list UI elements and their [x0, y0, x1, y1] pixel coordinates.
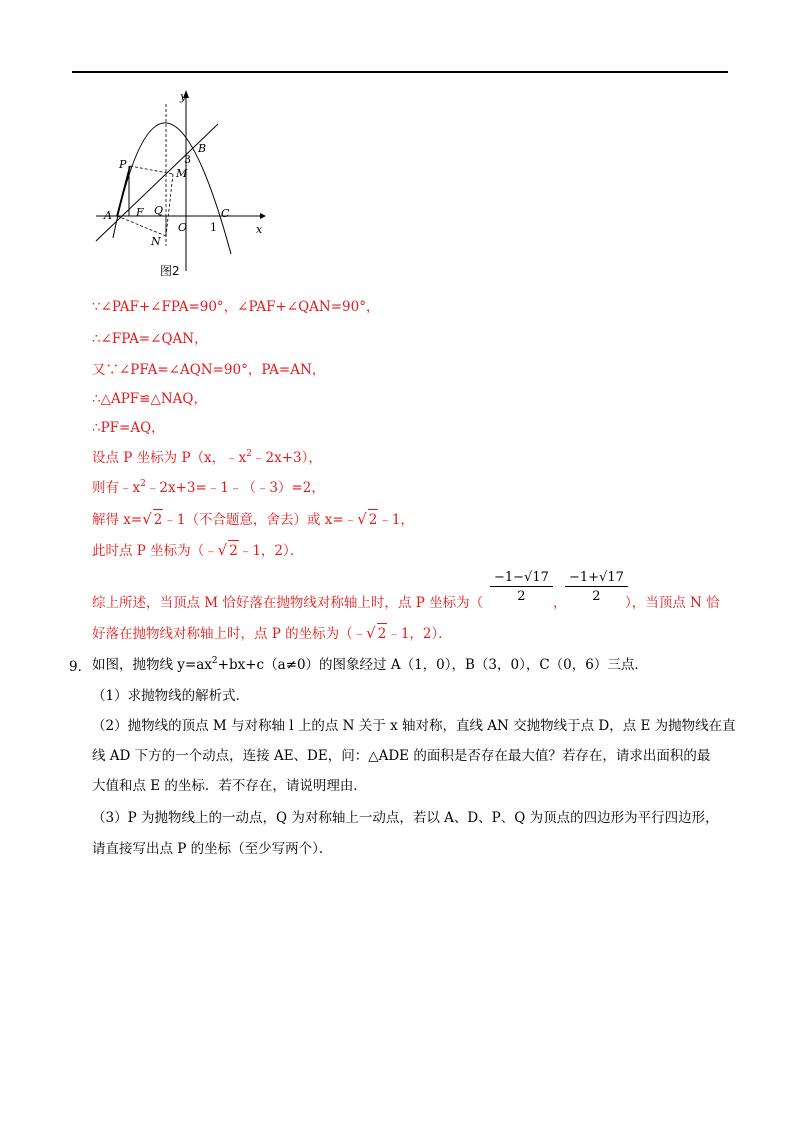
summary-line-2-radicand: 2	[377, 623, 388, 644]
solution-line-6-sup: 2	[246, 449, 253, 459]
segment-pa	[117, 166, 130, 216]
question-stem-a: 如图，抛物线 y=ax	[92, 657, 212, 673]
question-stem-sup: 2	[211, 656, 218, 666]
question-part-1: （1）求抛物线的解析式．	[92, 688, 250, 704]
fraction-1	[490, 570, 553, 604]
label-y: y	[180, 90, 187, 103]
question-stem-b: +bx+c（a≠0）的图象经过 A（1，0），B（3，0），C（0，6）三点．	[217, 657, 648, 673]
segment-pm	[130, 166, 173, 174]
question-part-3-line-1: （3）P 为抛物线上的一动点，Q 为对称轴上一动点，若以 A、D、P、Q 为顶点的四边形为平行四边形，	[92, 810, 719, 826]
label-o: O	[178, 221, 188, 234]
solution-line-9-b: ﹣1，2）．	[238, 543, 304, 559]
label-m: M	[176, 167, 188, 180]
question-part-3-line-2: 请直接写出点 P 的坐标（至少写两个）．	[92, 841, 333, 857]
fraction-2-numerator: −1+√17	[565, 570, 628, 587]
parabola-figure	[88, 86, 273, 281]
sqrt-icon: √	[142, 510, 152, 528]
x-axis-arrow	[260, 213, 266, 219]
label-p: P	[119, 158, 127, 171]
summary-line-2-b: ﹣1，2）．	[387, 626, 452, 642]
summary-line-1b: ），当顶点 N 恰	[625, 595, 720, 611]
label-q: Q	[154, 204, 164, 217]
solution-line-8-radicand-1: 2	[153, 509, 164, 530]
sqrt-icon: √	[217, 541, 228, 559]
solution-line-7	[92, 478, 325, 498]
solution-line-8-radicand-2: 2	[368, 509, 379, 530]
solution-line-6	[92, 448, 322, 468]
header-rule	[72, 71, 728, 73]
solution-line-8	[92, 509, 414, 530]
solution-line-9-radicand: 2	[228, 540, 239, 561]
label-x: x	[256, 223, 263, 236]
parabola-curve	[113, 123, 231, 254]
fraction-1-denominator: 2	[517, 589, 526, 604]
solution-line-7-b: ﹣2x+3=﹣1﹣（﹣3）=2，	[145, 480, 325, 496]
summary-line-2	[92, 623, 452, 644]
question-part-2-line-2: 线 AD 下方的一个动点，连接 AE、DE，问：△ADE 的面积是否存在最大值？若存在，请求出面积的最	[92, 748, 711, 764]
fraction-2-denominator: 2	[592, 589, 601, 604]
solution-line-9	[92, 540, 303, 561]
solution-line-9-a: 此时点 P 坐标为（﹣	[92, 543, 218, 559]
label-a: A	[104, 209, 112, 222]
solution-line-8-a: 解得 x=	[92, 512, 143, 528]
fraction-2	[565, 570, 628, 604]
solution-line-5: ∴PF=AQ，	[92, 420, 165, 436]
label-1: 1	[210, 221, 217, 234]
label-c: C	[221, 207, 230, 220]
fraction-1-numerator: −1−√17	[490, 570, 553, 587]
sqrt-icon: √	[357, 510, 367, 528]
label-f: F	[136, 206, 144, 219]
segment-mn	[166, 174, 173, 236]
question-stem	[92, 655, 648, 675]
summary-comma: ，	[553, 595, 567, 611]
question-number: 9．	[69, 659, 92, 675]
label-b: B	[198, 142, 207, 155]
summary-line-1a: 综上所述，当顶点 M 恰好落在抛物线对称轴上时，点 P 坐标为（	[92, 595, 484, 611]
solution-line-7-a: 则有﹣x	[92, 480, 141, 496]
label-n: N	[151, 235, 161, 248]
solution-line-2: ∴∠FPA=∠QAN，	[92, 331, 208, 347]
solution-line-6-a: 设点 P 坐标为 P（x，﹣x	[92, 450, 247, 466]
solution-line-6-b: ﹣2x+3），	[252, 450, 322, 466]
solution-line-8-c: ﹣1，	[378, 512, 414, 528]
question-part-2-line-1: （2）抛物线的顶点 M 与对称轴 l 上的点 N 关于 x 轴对称，直线 AN 交抛物线于点 D，点 E 为抛物线在直	[92, 718, 736, 734]
solution-line-4: ∴△APF≌△NAQ，	[92, 391, 207, 407]
sqrt-icon: √	[366, 624, 376, 642]
segment-an	[117, 216, 166, 236]
solution-line-8-b: ﹣1（不合题意，舍去）或 x=﹣	[163, 512, 358, 528]
summary-line-2-a: 好落在抛物线对称轴上时，点 P 的坐标为（﹣	[92, 626, 367, 642]
figure-caption: 图2	[160, 264, 180, 278]
label-3: 3	[184, 153, 191, 166]
solution-line-1: ∵∠PAF+∠FPA=90°，∠PAF+∠QAN=90°，	[92, 299, 380, 315]
question-part-2-line-3: 大值和点 E 的坐标．若不存在，请说明理由．	[92, 778, 367, 794]
solution-line-7-sup: 2	[140, 479, 146, 489]
solution-line-3: 又∵∠PFA=∠AQN=90°，PA=AN，	[92, 362, 326, 378]
